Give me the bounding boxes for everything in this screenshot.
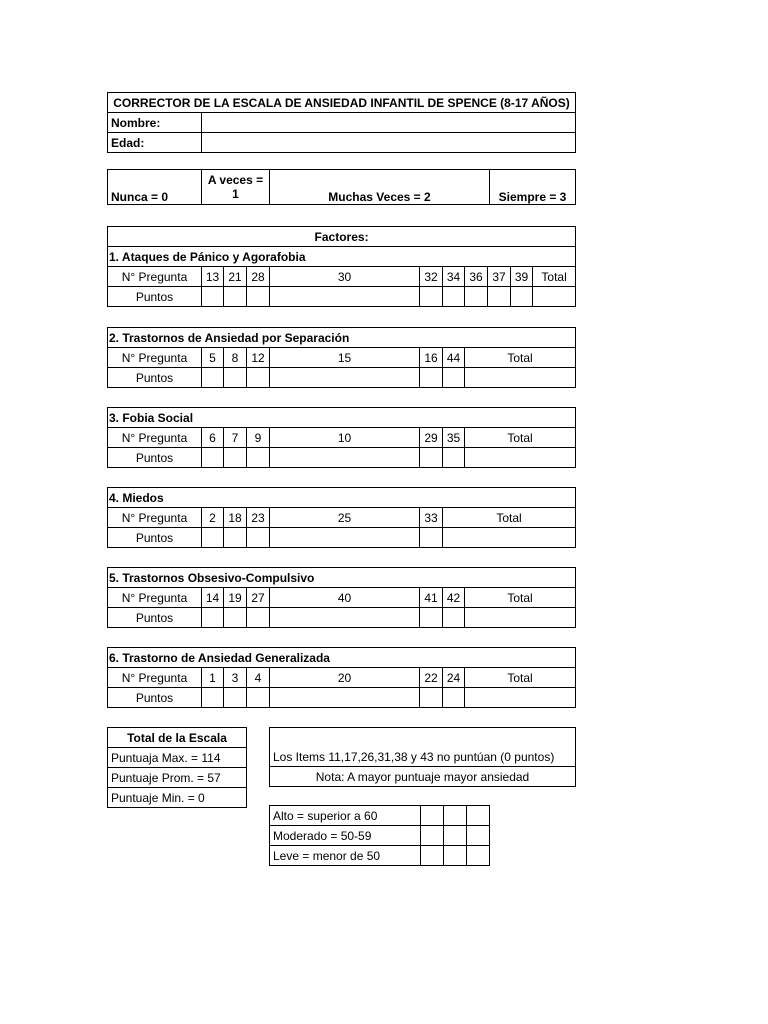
item-number: 27 [247, 588, 270, 608]
factor-1-table [107, 226, 576, 307]
item-number: 6 [202, 428, 224, 448]
scale-totals-table [107, 727, 247, 808]
form-title: CORRECTOR DE LA ESCALA DE ANSIEDAD INFANTIL DE SPENCE (8-17 AÑOS) [108, 93, 576, 113]
max-score: Puntuaja Max. = 114 [108, 748, 247, 768]
score-cell[interactable] [270, 528, 420, 548]
item-number: 34 [443, 267, 465, 287]
item-number: 2 [202, 508, 224, 528]
header-table [107, 92, 576, 153]
score-cell[interactable] [270, 608, 420, 628]
item-number: 25 [270, 508, 420, 528]
score-cell[interactable] [202, 448, 224, 468]
legend-siempre: Siempre = 3 [490, 170, 576, 205]
item-number: 4 [247, 668, 270, 688]
total-label: Total [465, 348, 576, 368]
factors-heading: Factores: [108, 227, 576, 247]
score-cell[interactable] [443, 448, 465, 468]
factor-6-title: 6. Trastorno de Ansiedad Generalizada [108, 648, 576, 668]
item-number: 41 [420, 588, 443, 608]
total-cell[interactable] [465, 448, 576, 468]
puntos-label: Puntos [108, 287, 202, 307]
severity-mark-cell[interactable] [444, 846, 467, 866]
total-cell[interactable] [465, 368, 576, 388]
item-number: 28 [247, 267, 270, 287]
items-note-table [269, 727, 576, 787]
item-number: 23 [247, 508, 270, 528]
score-cell[interactable] [247, 688, 270, 708]
score-cell[interactable] [420, 448, 443, 468]
item-number: 7 [224, 428, 247, 448]
score-cell[interactable] [443, 688, 465, 708]
legend-a-veces-line1: A veces = [207, 173, 264, 187]
item-number: 15 [270, 348, 420, 368]
severity-mark-cell[interactable] [467, 826, 490, 846]
interpretation-note: Nota: A mayor puntuaje mayor ansiedad [270, 767, 576, 787]
score-cell[interactable] [202, 528, 224, 548]
item-number: 37 [488, 267, 511, 287]
item-number: 35 [443, 428, 465, 448]
score-cell[interactable] [247, 528, 270, 548]
item-number: 32 [420, 267, 443, 287]
item-number: 10 [270, 428, 420, 448]
score-cell[interactable] [224, 448, 247, 468]
score-cell[interactable] [247, 608, 270, 628]
factor-6-table [107, 647, 576, 708]
legend-nunca: Nunca = 0 [108, 170, 202, 205]
score-cell[interactable] [247, 287, 270, 307]
factor-5-table [107, 567, 576, 628]
name-field[interactable] [202, 113, 576, 133]
score-cell[interactable] [420, 608, 443, 628]
blank-note-cell [270, 728, 576, 748]
item-number: 22 [420, 668, 443, 688]
item-number: 36 [465, 267, 488, 287]
total-cell[interactable] [533, 287, 576, 307]
item-number: 42 [443, 588, 465, 608]
pregunta-label: N° Pregunta [108, 668, 202, 688]
score-cell[interactable] [443, 287, 465, 307]
item-number: 33 [420, 508, 443, 528]
score-cell[interactable] [224, 608, 247, 628]
score-cell[interactable] [270, 448, 420, 468]
score-cell[interactable] [224, 368, 247, 388]
avg-score: Puntuaje Prom. = 57 [108, 768, 247, 788]
score-cell[interactable] [270, 287, 420, 307]
factor-4-table [107, 487, 576, 548]
pregunta-label: N° Pregunta [108, 588, 202, 608]
severity-low: Leve = menor de 50 [270, 846, 421, 866]
score-cell[interactable] [511, 287, 533, 307]
item-number: 12 [247, 348, 270, 368]
factor-4-title: 4. Miedos [108, 488, 576, 508]
score-cell[interactable] [443, 608, 465, 628]
score-cell[interactable] [465, 287, 488, 307]
score-cell[interactable] [202, 688, 224, 708]
score-cell[interactable] [247, 448, 270, 468]
score-cell[interactable] [420, 528, 443, 548]
item-number: 5 [202, 348, 224, 368]
severity-mark-cell[interactable] [444, 806, 467, 826]
severity-mark-cell[interactable] [467, 846, 490, 866]
puntos-label: Puntos [108, 688, 202, 708]
score-cell[interactable] [224, 287, 247, 307]
factor-1-title: 1. Ataques de Pánico y Agorafobia [108, 247, 576, 267]
score-cell[interactable] [270, 688, 420, 708]
total-label: Total [465, 428, 576, 448]
legend-a-veces-line2: 1 [232, 187, 239, 201]
factor-5-title: 5. Trastornos Obsesivo-Compulsivo [108, 568, 576, 588]
factor-3-table [107, 407, 576, 468]
factor-3-title: 3. Fobia Social [108, 408, 576, 428]
item-number: 30 [270, 267, 420, 287]
pregunta-label: N° Pregunta [108, 508, 202, 528]
total-cell[interactable] [465, 608, 576, 628]
severity-mark-cell[interactable] [467, 806, 490, 826]
age-field[interactable] [202, 133, 576, 153]
item-number: 20 [270, 668, 420, 688]
puntos-label: Puntos [108, 608, 202, 628]
legend-muchas-veces: Muchas Veces = 2 [270, 170, 490, 205]
item-number: 19 [224, 588, 247, 608]
legend-a-veces [202, 170, 270, 205]
min-score: Puntuaje Min. = 0 [108, 788, 247, 808]
age-label: Edad: [108, 133, 202, 153]
score-cell[interactable] [420, 287, 443, 307]
score-cell[interactable] [224, 688, 247, 708]
score-cell[interactable] [247, 368, 270, 388]
puntos-label: Puntos [108, 368, 202, 388]
non-scored-items-note: Los Items 11,17,26,31,38 y 43 no puntúan (0 puntos) [270, 747, 576, 767]
item-number: 40 [270, 588, 420, 608]
total-cell[interactable] [443, 528, 576, 548]
severity-mark-cell[interactable] [421, 846, 444, 866]
severity-mark-cell[interactable] [444, 826, 467, 846]
score-cell[interactable] [420, 688, 443, 708]
pregunta-label: N° Pregunta [108, 348, 202, 368]
score-cell[interactable] [202, 608, 224, 628]
item-number: 1 [202, 668, 224, 688]
total-cell[interactable] [465, 688, 576, 708]
total-label: Total [465, 668, 576, 688]
puntos-label: Puntos [108, 528, 202, 548]
severity-mark-cell[interactable] [421, 806, 444, 826]
score-cell[interactable] [488, 287, 511, 307]
factor-2-title: 2. Trastornos de Ansiedad por Separación [108, 328, 576, 348]
item-number: 44 [443, 348, 465, 368]
puntos-label: Puntos [108, 448, 202, 468]
item-number: 21 [224, 267, 247, 287]
item-number: 8 [224, 348, 247, 368]
scale-legend [107, 169, 576, 205]
item-number: 13 [202, 267, 224, 287]
total-label: Total [533, 267, 576, 287]
severity-mark-cell[interactable] [421, 826, 444, 846]
total-label: Total [465, 588, 576, 608]
score-cell[interactable] [202, 368, 224, 388]
total-label: Total [443, 508, 576, 528]
item-number: 16 [420, 348, 443, 368]
item-number: 3 [224, 668, 247, 688]
severity-high: Alto = superior a 60 [270, 806, 421, 826]
pregunta-label: N° Pregunta [108, 428, 202, 448]
item-number: 29 [420, 428, 443, 448]
name-label: Nombre: [108, 113, 202, 133]
severity-moderate: Moderado = 50-59 [270, 826, 421, 846]
factor-2-table [107, 327, 576, 388]
scale-totals-heading: Total de la Escala [108, 728, 247, 748]
item-number: 9 [247, 428, 270, 448]
severity-table [269, 805, 490, 866]
pregunta-label: N° Pregunta [108, 267, 202, 287]
item-number: 18 [224, 508, 247, 528]
score-cell[interactable] [224, 528, 247, 548]
item-number: 24 [443, 668, 465, 688]
score-cell[interactable] [202, 287, 224, 307]
item-number: 14 [202, 588, 224, 608]
score-cell[interactable] [420, 368, 443, 388]
score-cell[interactable] [270, 368, 420, 388]
item-number: 39 [511, 267, 533, 287]
score-cell[interactable] [443, 368, 465, 388]
